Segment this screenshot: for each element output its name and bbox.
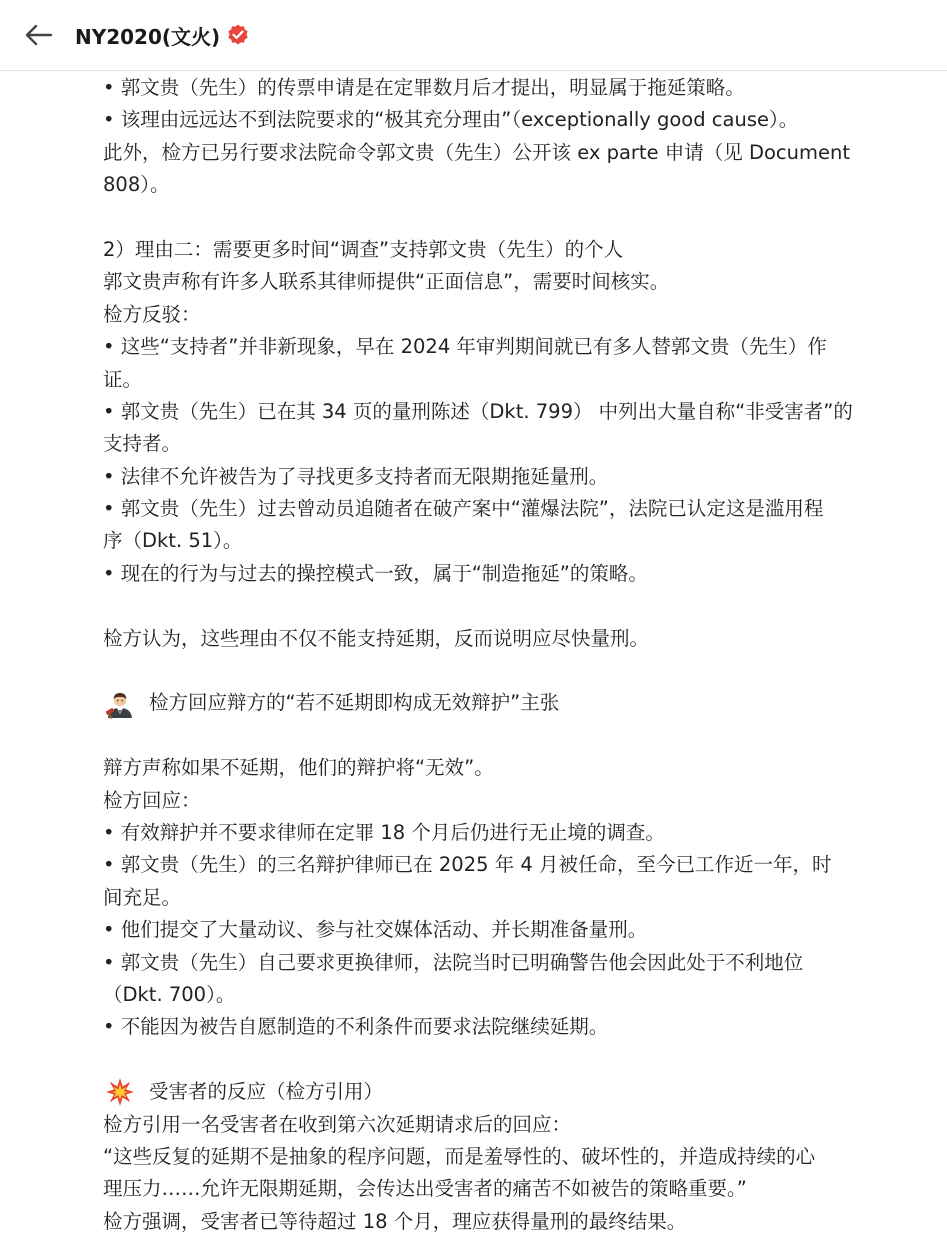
text-line: 序（Dkt. 51）。 bbox=[103, 529, 243, 553]
text-line: • 郭文贵（先生）的三名辩护律师已在 2025 年 4 月被任命，至今已工作近一年，时 bbox=[103, 853, 832, 877]
text-line: 检方回应： bbox=[103, 788, 201, 812]
post-body bbox=[103, 72, 923, 1238]
text-line: 理压力……允许无限期延期，会传达出受害者的痛苦不如被告的策略重要。” bbox=[103, 1177, 747, 1201]
text-line: 检方引用一名受害者在收到第六次延期请求后的回应： bbox=[103, 1112, 572, 1136]
text-line: （Dkt. 700）。 bbox=[103, 982, 236, 1006]
section-heading-text: 受害者的反应（检方引用） bbox=[149, 1080, 384, 1104]
text-line: 808）。 bbox=[103, 173, 170, 197]
arrow-left-icon bbox=[23, 23, 53, 47]
text-line: • 他们提交了大量动议、参与社交媒体活动、并长期准备量刑。 bbox=[103, 918, 648, 942]
text-line: 检方强调，受害者已等待超过 18 个月，理应获得量刑的最终结果。 bbox=[103, 1209, 687, 1233]
text-line: 检方认为，这些理由不仅不能支持延期，反而说明应尽快量刑。 bbox=[103, 626, 650, 650]
blank-line bbox=[103, 720, 923, 752]
text-line: 支持者。 bbox=[103, 432, 182, 456]
text-line: 辩方声称如果不延期，他们的辩护将“无效”。 bbox=[103, 756, 494, 780]
text-line: “这些反复的延期不是抽象的程序问题，而是羞辱性的、破坏性的，并造成持续的心 bbox=[103, 1144, 816, 1168]
text-line: • 郭文贵（先生）的传票申请是在定罪数月后才提出，明显属于拖延策略。 bbox=[103, 76, 745, 99]
blank-line bbox=[103, 1044, 923, 1076]
collision-emoji-icon bbox=[105, 1077, 135, 1107]
text-line: • 不能因为被告自愿制造的不利条件而要求法院继续延期。 bbox=[103, 1015, 609, 1039]
text-line: 郭文贵声称有许多人联系其律师提供“正面信息”，需要时间核实。 bbox=[103, 270, 670, 294]
text-line: 2）理由二：需要更多时间“调查”支持郭文贵（先生）的个人 bbox=[103, 237, 624, 261]
text-line: 此外，检方已另行要求法院命令郭文贵（先生）公开该 ex parte 申请（见 Document bbox=[103, 140, 850, 164]
top-bar bbox=[0, 0, 947, 71]
back-button[interactable] bbox=[20, 17, 56, 53]
text-line: • 有效辩护并不要求律师在定罪 18 个月后仍进行无止境的调查。 bbox=[103, 820, 665, 844]
text-line: • 郭文贵（先生）已在其 34 页的量刑陈述（Dkt. 799） 中列出大量自称“非受害者”的 bbox=[103, 399, 853, 423]
blank-line bbox=[103, 202, 923, 234]
text-line: • 郭文贵（先生）自己要求更换律师，法院当时已明确警告他会因此处于不利地位 bbox=[103, 950, 804, 974]
section-heading bbox=[103, 687, 923, 719]
text-line: • 法律不允许被告为了寻找更多支持者而无限期拖延量刑。 bbox=[103, 464, 609, 488]
judge-emoji-icon bbox=[105, 689, 135, 719]
text-line: • 该理由远远达不到法院要求的“极其充分理由”（exceptionally good cause）。 bbox=[103, 108, 799, 132]
text-line: 证。 bbox=[103, 367, 143, 391]
text-line: • 郭文贵（先生）过去曾动员追随者在破产案中“灌爆法院”，法院已认定这是滥用程 bbox=[103, 497, 824, 521]
title-group bbox=[75, 18, 250, 52]
text-line: 检方反驳： bbox=[103, 302, 201, 326]
section-heading-text: 检方回应辩方的“若不延期即构成无效辩护”主张 bbox=[149, 691, 560, 715]
blank-line bbox=[103, 655, 923, 687]
blank-line bbox=[103, 590, 923, 622]
text-line: • 现在的行为与过去的操控模式一致，属于“制造拖延”的策略。 bbox=[103, 561, 648, 585]
text-line: 间充足。 bbox=[103, 885, 182, 909]
verified-badge-icon bbox=[226, 23, 250, 47]
text-line: • 这些“支持者”并非新现象，早在 2024 年审判期间就已有多人替郭文贵（先生）作 bbox=[103, 335, 827, 359]
section-heading bbox=[103, 1076, 923, 1108]
page-title: NY2020(文火) bbox=[75, 24, 221, 49]
